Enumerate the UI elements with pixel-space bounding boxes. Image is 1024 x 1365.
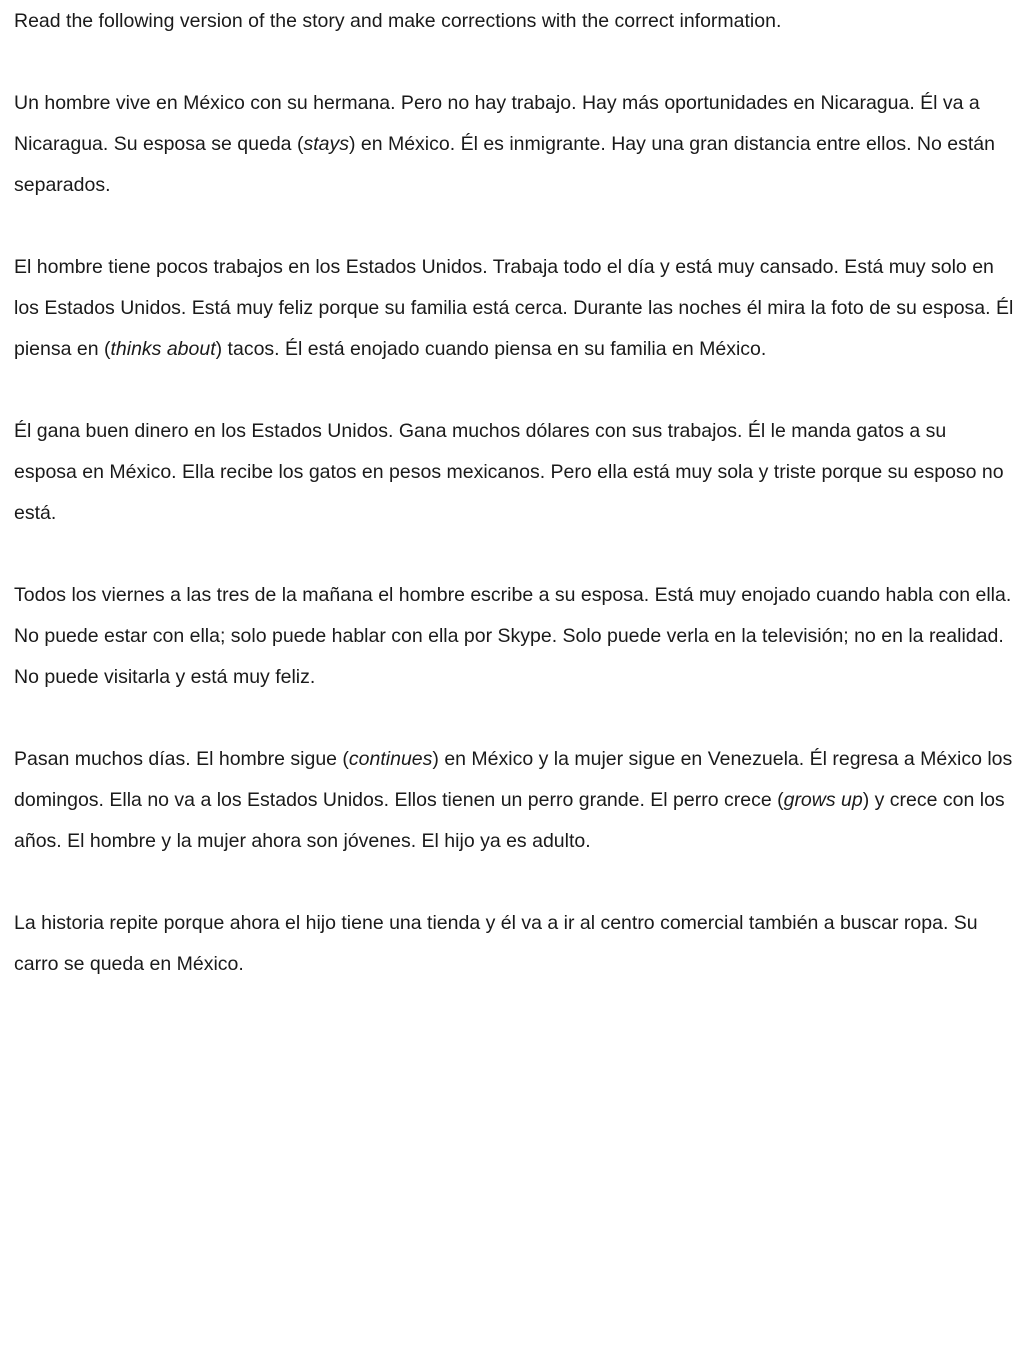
paragraph-text: ) en México y la mujer sigue en Venezuela. Él regresa a México los domingos. Ella no va a los Estados Unidos. Ellos tienen un perro grande. El perro crece ( — [14, 748, 1013, 811]
instructions-text: Read the following version of the story and make corrections with the correct information. — [14, 10, 782, 32]
paragraph-text: ) en México. Él es inmigrante. Hay una gran distancia entre ellos. No están separados. — [14, 133, 995, 196]
story-document — [14, 0, 1014, 985]
paragraph-gloss: continues — [348, 748, 433, 770]
paragraph-text: Todos los viernes a las tres de la mañana el hombre escribe a su esposa. Está muy enojado cuando habla con ella. No puede estar con ella; solo puede hablar con ella por Skype. Solo puede verla en la televisión; no en la realidad. No puede visitarla y está muy feliz. — [14, 584, 1012, 688]
paragraph-text: ) y crece con los años. El hombre y la mujer ahora son jóvenes. El hijo ya es adulto. — [14, 789, 1005, 852]
story-paragraph-4 — [14, 575, 1014, 698]
story-paragraph-3 — [14, 411, 1014, 534]
story-paragraph-5 — [14, 739, 1014, 862]
story-paragraph-6 — [14, 903, 1014, 985]
paragraph-text: Un hombre vive en México con su hermana. Pero no hay trabajo. Hay más oportunidades en Nicaragua. Él va a Nicaragua. Su esposa se queda ( — [14, 92, 980, 155]
paragraph-text: Pasan muchos días. El hombre sigue ( — [14, 748, 349, 770]
paragraph-gloss: grows up — [783, 789, 863, 811]
paragraph-text: El hombre tiene pocos trabajos en los Estados Unidos. Trabaja todo el día y está muy cansado. Está muy solo en los Estados Unidos. Está muy feliz porque su familia está cerca. Durante las noches él mira la foto de su esposa. Él piensa en ( — [14, 256, 1014, 360]
paragraph-text: La historia repite porque ahora el hijo tiene una tienda y él va a ir al centro comercial también a buscar ropa. Su carro se queda en México. — [14, 912, 978, 975]
story-paragraph-1 — [14, 83, 1014, 206]
paragraph-gloss: thinks about — [110, 338, 216, 360]
story-paragraph-2 — [14, 247, 1014, 370]
paragraph-text: ) tacos. Él está enojado cuando piensa en su familia en México. — [215, 338, 767, 360]
paragraph-text: Él gana buen dinero en los Estados Unidos. Gana muchos dólares con sus trabajos. Él le manda gatos a su esposa en México. Ella recibe los gatos en pesos mexicanos. Pero ella está muy sola y triste porque su esposo no está. — [14, 420, 1004, 524]
paragraph-gloss: stays — [303, 133, 349, 155]
